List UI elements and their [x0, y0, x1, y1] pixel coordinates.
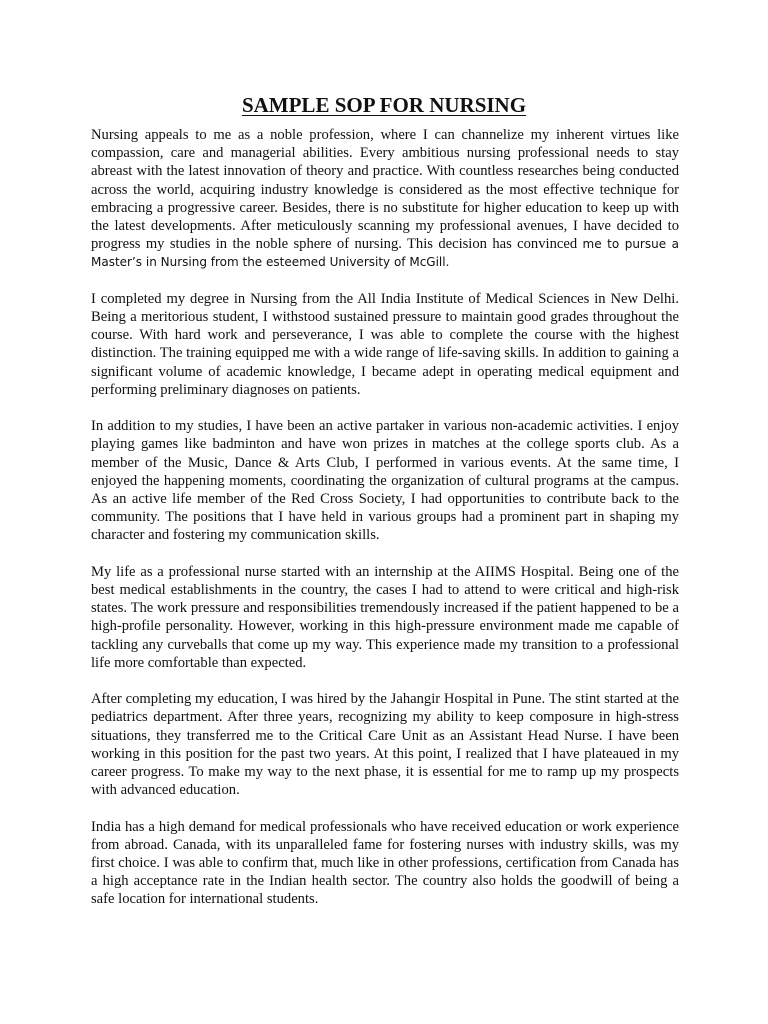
page-title: SAMPLE SOP FOR NURSING: [241, 93, 527, 117]
paragraph-canada: India has a high demand for medical professionals who have received education or work experience from abroad. Canada, with its unparalleled fame for fostering nurses with industry skills, was my first choice. I was able to confirm that, much like in other professions, certification from Canada has a high acceptance rate in the Indian health sector. The country also holds the goodwill of being a safe location for international students.: [91, 818, 679, 908]
paragraph-education: I completed my degree in Nursing from the All India Institute of Medical Sciences in New Delhi. Being a meritorious student, I withstood sustained pressure to maintain good grades throughout the course. With hard work and perseverance, I was able to complete the course with the highest distinction. The training equipped me with a wide range of life-saving skills. In addition to gaining a significant volume of academic knowledge, I became adept in operating medical equipment and performing preliminary diagnoses on patients.: [91, 290, 679, 398]
paragraph-intro-tail: me to pursue a Master’s in Nursing from the esteemed University of McGill.: [91, 237, 680, 270]
paragraph-activities: In addition to my studies, I have been an active partaker in various non-academic activities. I enjoy playing games like badminton and have won prizes in matches at the college sports club. As a member of the Music, Dance & Arts Club, I performed in various events. At the same time, I enjoyed the happening moments, coordinating the organization of cultural programs at the campus. As an active life member of the Red Cross Society, I had opportunities to contribute back to the community. The positions that I have held in various groups had a prominent part in shaping my character and fostering my communication skills.: [91, 418, 679, 544]
paragraph-intro-text: Nursing appeals to me as a noble profession, where I can channelize my inherent virtues like compassion, care and managerial abilities. Every ambitious nursing professional needs to stay abreast with the latest innovation of theory and practice. With countless researches being conducted across the world, acquiring industry knowledge is considered as the most effective technique for embracing a progressive career. Besides, there is no substitute for higher education to keep up with the latest developments. After meticulously scanning my professional avenues, I have decided to progress my studies in the noble sphere of nursing. This decision has convinced: [91, 127, 679, 253]
paragraph-internship: My life as a professional nurse started with an internship at the AIIMS Hospital. Being one of the best medical establishments in the country, the cases I had to attend to were critical and high-risk states. The work pressure and responsibilities tremendously increased if the patient happened to be a high-profile personality. However, working in this high-pressure environment made me capable of tackling any curveballs that come up my way. This experience made my transition to a professional life more comfortable than expected.: [91, 563, 679, 671]
paragraph-intro: [91, 126, 679, 272]
paragraph-career: After completing my education, I was hired by the Jahangir Hospital in Pune. The stint started at the pediatrics department. After three years, recognizing my ability to keep composure in high-stress situations, they transferred me to the Critical Care Unit as an Assistant Head Nurse. I have been working in this position for the past two years. At this point, I realized that I have plateaued in my career progress. To make my way to the next phase, it is essential for me to ramp up my prospects with advanced education.: [91, 691, 679, 799]
document-body: [91, 126, 679, 909]
